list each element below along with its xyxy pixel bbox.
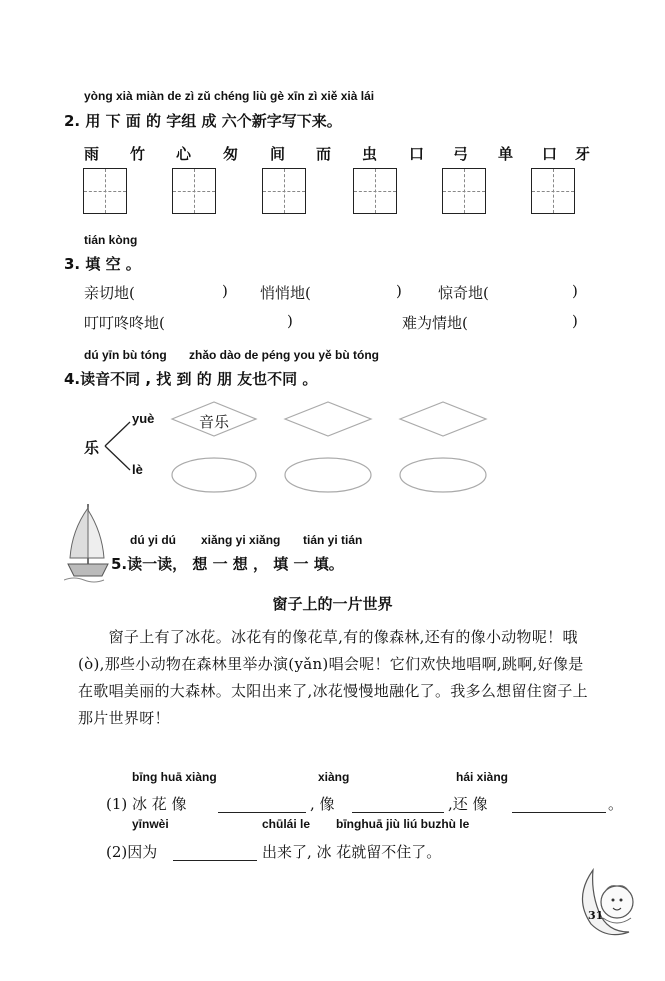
s2-pinyin-c: bīnghuā jiù liú buzhù le <box>336 817 470 831</box>
q5-pinyin-a: dú yi dú <box>130 533 176 547</box>
s2-pinyin-a: yīnwèi <box>132 817 169 831</box>
branch-line-top <box>105 422 130 446</box>
writing-box-3[interactable] <box>262 168 306 214</box>
writing-box-4[interactable] <box>353 168 397 214</box>
source-char: 心 <box>176 145 192 163</box>
blank-qiaoqiao[interactable] <box>330 286 390 304</box>
q5-prompt: 5.读一读， 想 一 想 ， 填 一 填。 <box>111 555 344 573</box>
source-char: 虫 <box>362 145 378 163</box>
source-char: 匆 <box>223 145 239 163</box>
q4-pinyin-b: zhǎo dào de péng you yě bù tóng <box>189 348 380 362</box>
fill-label-nanweiqing: 难为情地( <box>402 314 468 332</box>
q4-prompt: 4.读音不同 , 找 到 的 朋 友也不同 。 <box>64 370 318 388</box>
s1-part-a: (1) 冰 花 像 <box>106 795 187 813</box>
sailboat-icon <box>64 500 110 584</box>
oval-word-box-1[interactable] <box>172 458 256 492</box>
q2-pinyin: yòng xià miàn de zì zǔ chéng liù gè xīn zì xiě xià lái <box>84 89 375 103</box>
s1-period: 。 <box>608 795 624 813</box>
diamond-word-box-2[interactable] <box>285 402 371 436</box>
blank-dingdong[interactable] <box>180 316 280 334</box>
s2-pinyin-b: chūlái le <box>262 817 311 831</box>
q5-pinyin-b: xiǎng yi xiǎng <box>201 533 281 547</box>
source-char: 口 <box>409 145 425 163</box>
oval-word-box-3[interactable] <box>400 458 486 492</box>
blank-nanweiqing[interactable] <box>482 316 566 334</box>
fill-close: ) <box>572 312 578 330</box>
q3-pinyin: tián kòng <box>84 233 138 247</box>
s1-part-b: , 像 <box>310 795 335 813</box>
writing-box-5[interactable] <box>442 168 486 214</box>
writing-box-1[interactable] <box>83 168 127 214</box>
passage-text: 窗子上有了冰花。冰花有的像花草,有的像森林,还有的像小动物呢！哦(ò),那些小动物在森林里举办演(yǎn)唱会呢！它们欢快地唱啊,跳啊,好像是在歌唱美丽的大森林。太阳出来了,冰花慢慢地融化了。我多么想留住窗子上那片世界呀！ <box>78 628 588 727</box>
q5-pinyin-c: tián yi tián <box>303 533 363 547</box>
q2-prompt: 2. 用 下 面 的 字组 成 六个新字写下来。 <box>64 112 342 130</box>
fill-close: ) <box>572 282 578 300</box>
s1-pinyin-a: bīng huā xiàng <box>132 770 217 784</box>
fill-close: ) <box>396 282 402 300</box>
s1-part-c: ,还 像 <box>448 795 488 813</box>
source-char: 间 <box>270 145 286 163</box>
root-char: 乐 <box>84 439 100 457</box>
page-number: 31 <box>588 909 604 922</box>
blank-jingqi[interactable] <box>500 286 566 304</box>
fill-close: ) <box>222 282 228 300</box>
source-char: 口 <box>542 145 558 163</box>
source-char: 牙 <box>575 145 591 163</box>
fill-label-dingdong: 叮叮咚咚地( <box>84 314 165 332</box>
fill-label-qiaoqiao: 悄悄地( <box>260 284 311 302</box>
s2-part-a: (2)因为 <box>106 843 158 861</box>
oval-word-box-2[interactable] <box>285 458 371 492</box>
fill-close: ) <box>287 312 293 330</box>
q3-prompt: 3. 填 空 。 <box>64 255 141 273</box>
passage-title: 窗子上的一片世界 <box>272 595 393 613</box>
fill-label-qinqie: 亲切地( <box>84 284 135 302</box>
s1-blank-1[interactable] <box>218 796 306 813</box>
q4-pinyin-a: dú yīn bù tóng <box>84 348 167 362</box>
writing-box-6[interactable] <box>531 168 575 214</box>
source-char: 雨 <box>84 145 100 163</box>
reading-le: lè <box>132 462 143 477</box>
reading-yue: yuè <box>132 411 155 426</box>
s1-blank-2[interactable] <box>352 796 444 813</box>
fill-label-jingqi: 惊奇地( <box>438 284 489 302</box>
s2-blank[interactable] <box>173 844 257 861</box>
example-word: 音乐 <box>199 413 230 431</box>
s1-pinyin-c: hái xiàng <box>456 770 509 784</box>
source-char: 弓 <box>453 145 469 163</box>
branch-line-bottom <box>105 446 130 470</box>
source-char: 而 <box>316 145 332 163</box>
diamond-word-box-3[interactable] <box>400 402 486 436</box>
source-char: 单 <box>498 145 514 163</box>
blank-qinqie[interactable] <box>145 286 215 304</box>
s2-part-b: 出来了, 冰 花就留不住了。 <box>262 843 442 861</box>
moon-character-icon <box>573 862 643 942</box>
q4-diagram <box>100 400 610 510</box>
s1-pinyin-b: xiàng <box>318 770 350 784</box>
writing-box-2[interactable] <box>172 168 216 214</box>
source-char: 竹 <box>130 145 146 163</box>
s1-blank-3[interactable] <box>512 796 606 813</box>
